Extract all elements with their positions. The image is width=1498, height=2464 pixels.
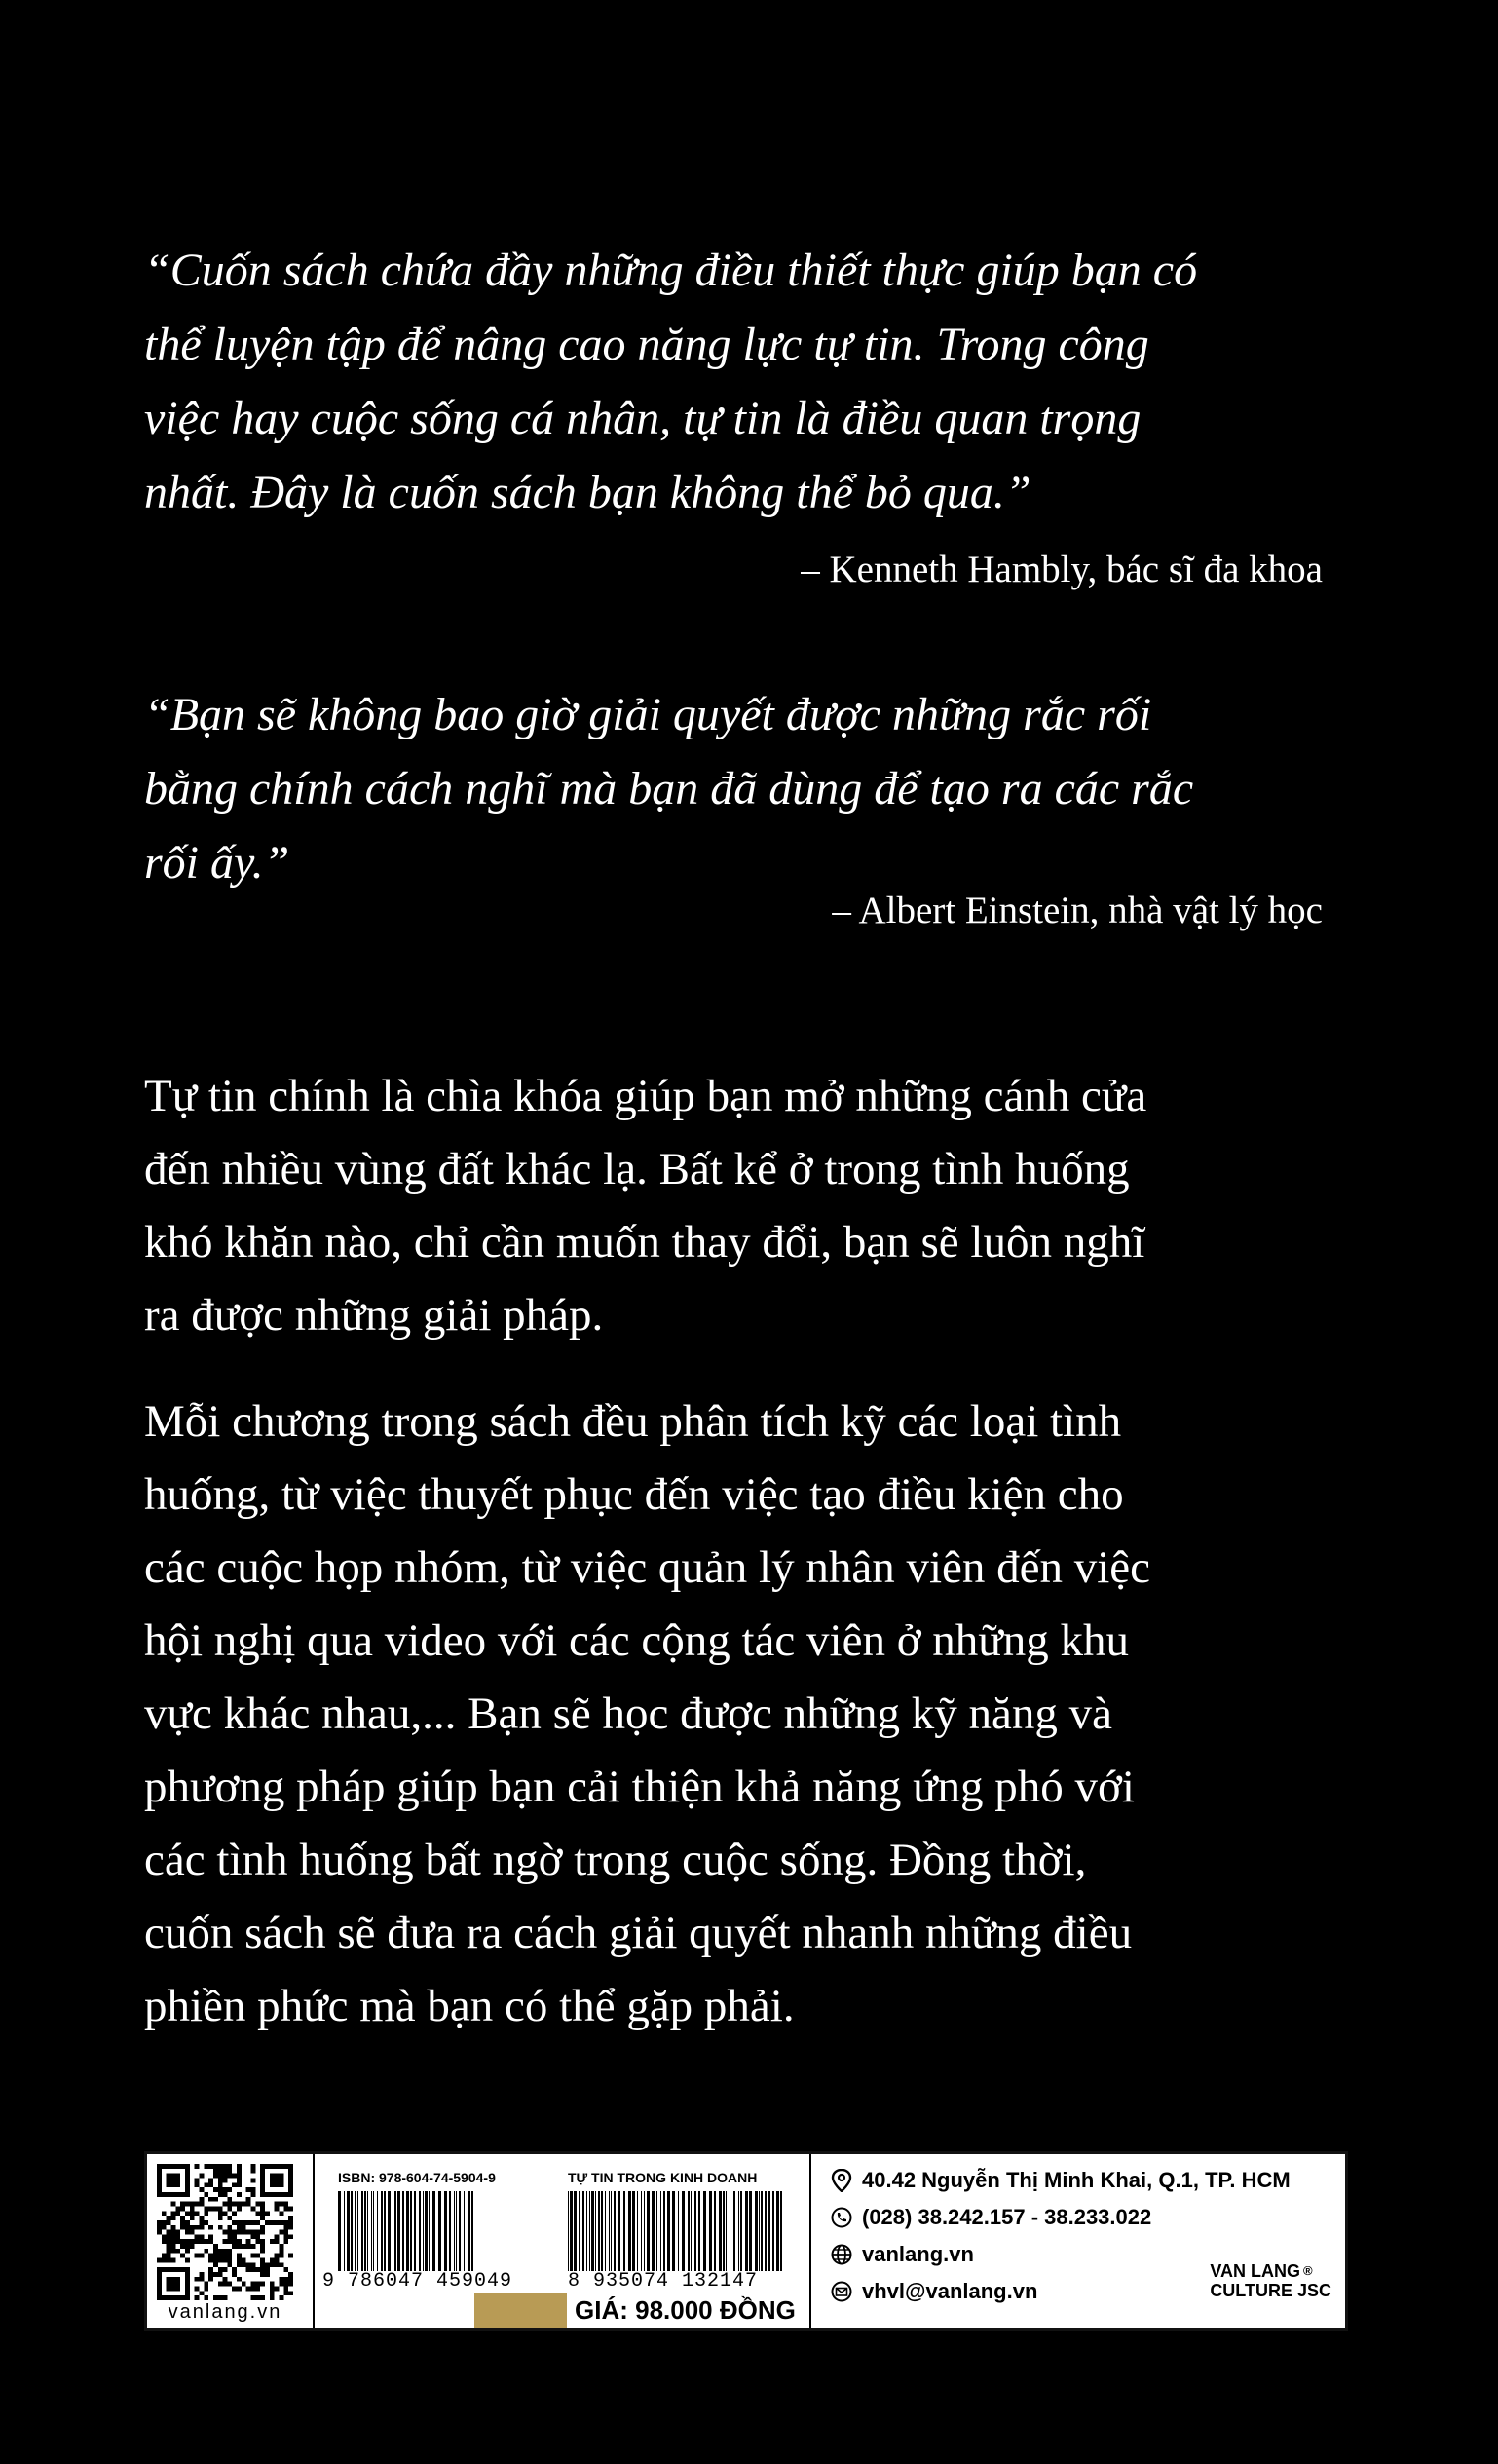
quote-1: “Cuốn sách chứa đầy những điều thiết thực giúp bạn có thể luyện tập để nâng cao năng lực tự tin. Trong công việc hay cuộc sống cá nhân, tự tin là điều quan trọng nhất. Đây là cuốn sách bạn không thể bỏ qua.” [144,245,1198,518]
globe-icon [831,2244,852,2265]
publisher-logo [1210,2261,1331,2300]
isbn-barcode [338,2191,474,2271]
paragraph-2: Mỗi chương trong sách đều phân tích kỹ các loại tình huống, từ việc thuyết phục đến việc tạo điều kiện cho các cuộc họp nhóm, từ việc quản lý nhân viên đến việc hội nghị qua video với các cộng tác viên ở những khu vực khác nhau,... Bạn sẽ học được những kỹ năng và phương pháp giúp bạn cải thiện khả năng ứng phó với các tình huống bất ngờ trong cuộc sống. Đồng thời, cuốn sách sẽ đưa ra cách giải quyết nhanh những điều phiền phức mà bạn có thể gặp phải. [144,1396,1151,2031]
qr-code [157,2164,293,2300]
contact-address [831,2168,1291,2193]
contact-phone [831,2205,1151,2230]
contact-phone-text: (028) 38.242.157 - 38.233.022 [862,2205,1152,2229]
quote-2: “Bạn sẽ không bao giờ giải quyết được những rắc rối bằng chính cách nghĩ mà bạn đã dùng để tạo ra các rắc rối ấy.” [144,689,1194,889]
divider [313,2154,315,2328]
paragraph-1: Tự tin chính là chìa khóa giúp bạn mở những cánh cửa đến nhiều vùng đất khác lạ. Bất kể ở trong tình huống khó khăn nào, chỉ cần muốn thay đổi, bạn sẽ luôn nghĩ ra được những giải pháp. [144,1071,1147,1341]
contact-email[interactable] [831,2279,1037,2304]
contact-email-text: vhvl@vanlang.vn [862,2279,1038,2303]
email-icon [831,2281,852,2302]
contact-website[interactable] [831,2242,974,2267]
contact-address-text: 40.42 Nguyễn Thị Minh Khai, Q.1, TP. HCM [862,2168,1291,2192]
isbn-number: 9 786047 459049 [322,2270,513,2293]
quote-2-attribution: – Albert Einstein, nhà vật lý học [832,890,1323,931]
quote-1-attribution: – Kenneth Hambly, bác sĩ đa khoa [801,549,1323,590]
product-caption: TỰ TIN TRONG KINH DOANH [568,2170,758,2185]
contact-website-text: vanlang.vn [862,2242,974,2266]
product-barcode [568,2191,782,2271]
location-pin-icon [831,2169,852,2192]
price-accent [474,2293,567,2328]
qr-label: vanlang.vn [168,2301,282,2323]
publisher-info-panel [144,2151,1348,2331]
phone-icon [831,2207,852,2228]
brand-line-2: CULTURE JSC [1210,2281,1331,2300]
isbn-caption: ISBN: 978-604-74-5904-9 [338,2170,496,2185]
product-number: 8 935074 132147 [568,2270,759,2293]
price-label: GIÁ: 98.000 ĐỒNG [575,2294,796,2325]
brand-line-1: VAN LANG [1210,2261,1300,2281]
divider [809,2154,811,2328]
price-box [474,2293,805,2328]
registered-mark: ® [1302,2263,1313,2278]
